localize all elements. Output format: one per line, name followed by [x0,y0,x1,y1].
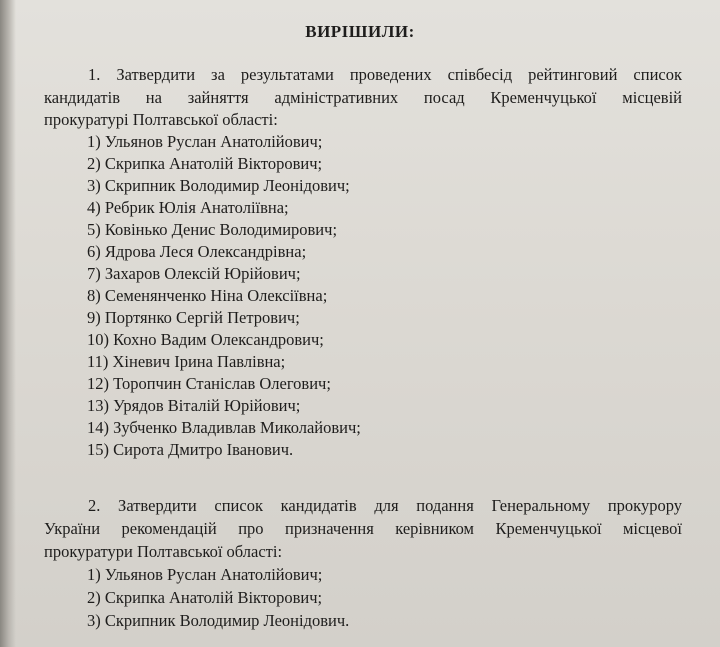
section1-item-6: 6) Ядрова Леся Олександрівна; [87,242,307,261]
section2-line-1: 2. Затвердити список кандидатів для подання Генеральному прокурору [88,496,682,515]
section1-item-4: 4) Ребрик Юлія Анатоліївна; [87,198,289,217]
section1-item-7: 7) Захаров Олексій Юрійович; [87,264,301,283]
section2-item-3: 3) Скрипник Володимир Леонідович. [87,611,350,630]
section1-item-12: 12) Торопчин Станіслав Олегович; [87,374,331,393]
section1-line-1: 1. Затвердити за результатами проведених співбесід рейтинговий список [88,65,682,84]
section2-line-2: України рекомендацій про призначення керівником Кременчуцької місцевої [44,519,682,538]
page-edge-shadow [0,0,16,647]
section1-item-13: 13) Урядов Віталій Юрійович; [87,396,301,415]
section2-item-2: 2) Скрипка Анатолій Вікторович; [87,588,323,607]
section1-item-14: 14) Зубченко Владивлав Миколайович; [87,418,361,437]
section1-item-10: 10) Кохно Вадим Олександрович; [87,330,324,349]
section1-item-1: 1) Ульянов Руслан Анатолійович; [87,132,323,151]
section1-line-3: прокуратурі Полтавської області: [44,110,278,129]
section1-item-9: 9) Портянко Сергій Петрович; [87,308,300,327]
section1-item-2: 2) Скрипка Анатолій Вікторович; [87,154,323,173]
section2-line-3: прокуратури Полтавської області: [44,542,283,561]
section1-item-3: 3) Скрипник Володимир Леонідович; [87,176,350,195]
section1-item-15: 15) Сирота Дмитро Іванович. [87,440,294,459]
section2-item-1: 1) Ульянов Руслан Анатолійович; [87,565,323,584]
section1-item-8: 8) Семенянченко Ніна Олексіївна; [87,286,328,305]
decision-heading: ВИРІШИЛИ: [305,22,415,41]
section1-item-5: 5) Ковінько Денис Володимирович; [87,220,338,239]
section1-item-11: 11) Хіневич Ірина Павлівна; [87,352,286,371]
section1-line-2: кандидатів на зайняття адміністративних посад Кременчуцької місцевій [44,88,682,107]
